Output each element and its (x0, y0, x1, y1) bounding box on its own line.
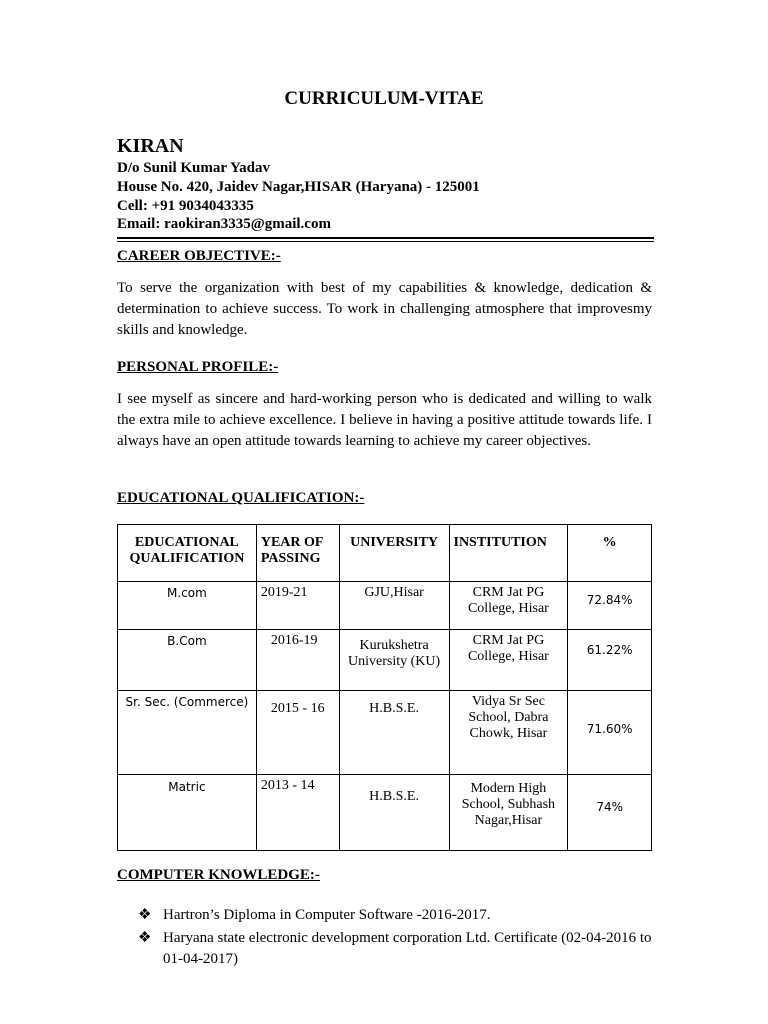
cell-line: Cell: +91 9034043335 (117, 198, 254, 214)
address-line: House No. 420, Jaidev Nagar,HISAR (Haryana) - 125001 (117, 179, 480, 195)
parent-line: D/o Sunil Kumar Yadav (117, 160, 270, 176)
header-divider-bottom (117, 241, 654, 242)
university-cell: GJU,Hisar (339, 582, 449, 630)
column-header-year: YEAR OF PASSING (256, 525, 339, 582)
list-item-text: Haryana state electronic development corporation Ltd. Certificate (02-04-2016 to 01-04-2017) (163, 930, 652, 967)
qualification-cell: Sr. Sec. (Commerce) (118, 691, 257, 775)
header-divider-top (117, 237, 654, 239)
year-cell: 2019-21 (256, 582, 339, 630)
diamond-bullet-icon: ❖ (138, 930, 152, 946)
qualification-cell: Matric (118, 775, 257, 851)
column-header-university: UNIVERSITY (339, 525, 449, 582)
university-cell: H.B.S.E. (339, 691, 449, 775)
table-header-row (118, 525, 652, 582)
qualification-cell: M.com (118, 582, 257, 630)
column-header-qualification: EDUCATIONAL QUALIFICATION (118, 525, 257, 582)
year-cell: 2015 - 16 (256, 691, 339, 775)
institution-cell: Modern High School, Subhash Nagar,Hisar (449, 775, 568, 851)
diamond-bullet-icon: ❖ (138, 907, 152, 923)
career-objective-text: To serve the organization with best of my capabilities & knowledge, dedication & determination to achieve success. To work in challenging atmosphere that improvesmy skills and knowledge. (117, 280, 652, 338)
percent-cell: 72.84% (568, 582, 652, 630)
education-heading: EDUCATIONAL QUALIFICATION:- (117, 490, 365, 506)
career-objective-heading: CAREER OBJECTIVE:- (117, 248, 281, 264)
table-row (118, 582, 652, 630)
document-title: CURRICULUM-VITAE (284, 88, 484, 109)
list-item (138, 905, 652, 926)
list-item (138, 928, 652, 970)
institution-cell: Vidya Sr Sec School, Dabra Chowk, Hisar (449, 691, 568, 775)
year-cell: 2013 - 14 (256, 775, 339, 851)
email-line: Email: raokiran3335@gmail.com (117, 216, 331, 232)
table-row (118, 775, 652, 851)
personal-profile-text: I see myself as sincere and hard-working person who is dedicated and willing to walk the extra mile to achieve excellence. I believe in having a positive attitude towards life. I always have an open attitude towards learning to achieve my career objectives. (117, 391, 652, 449)
education-table (117, 524, 652, 851)
table-row (118, 691, 652, 775)
candidate-name: KIRAN (117, 135, 184, 157)
institution-cell: CRM Jat PG College, Hisar (449, 630, 568, 691)
university-cell: Kurukshetra University (KU) (339, 630, 449, 691)
column-header-institution: INSTITUTION (449, 525, 568, 582)
year-cell: 2016-19 (256, 630, 339, 691)
computer-knowledge-list (138, 905, 652, 970)
university-cell: H.B.S.E. (339, 775, 449, 851)
column-header-percent: % (568, 525, 652, 582)
list-item-text: Hartron’s Diploma in Computer Software -2016-2017. (163, 907, 491, 923)
computer-knowledge-heading: COMPUTER KNOWLEDGE:- (117, 867, 320, 883)
qualification-cell: B.Com (118, 630, 257, 691)
institution-cell: CRM Jat PG College, Hisar (449, 582, 568, 630)
table-row (118, 630, 652, 691)
percent-cell: 74% (568, 775, 652, 851)
personal-profile-heading: PERSONAL PROFILE:- (117, 359, 279, 375)
percent-cell: 71.60% (568, 691, 652, 775)
percent-cell: 61.22% (568, 630, 652, 691)
